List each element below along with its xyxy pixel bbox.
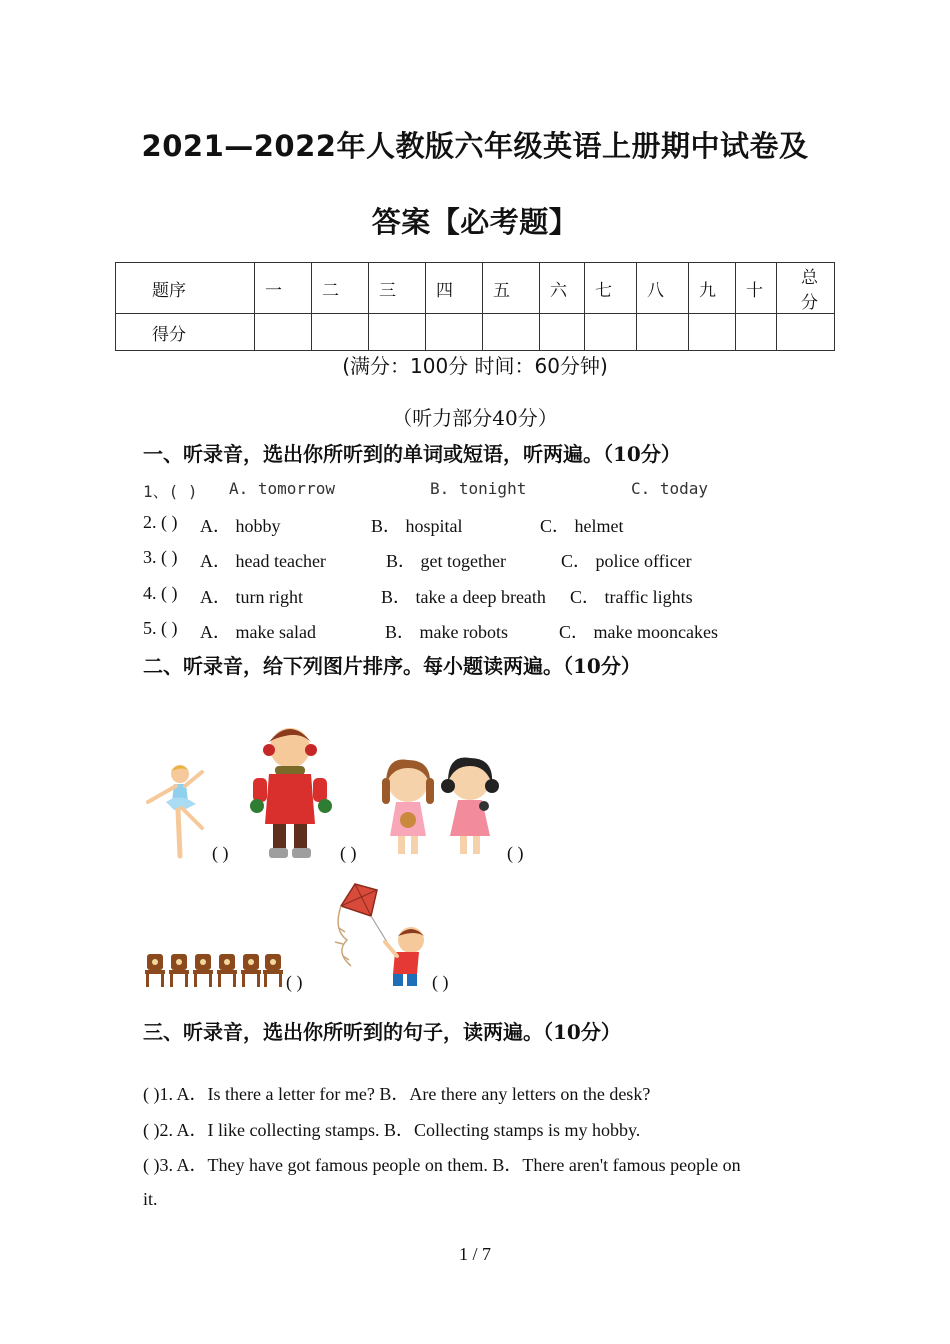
option-b[interactable]: B． take a deep breath bbox=[381, 587, 546, 607]
score-cell[interactable] bbox=[312, 314, 369, 351]
option-a[interactable]: A． hobby bbox=[200, 516, 281, 536]
score-cell[interactable] bbox=[637, 314, 689, 351]
option-c[interactable]: C. today bbox=[631, 479, 709, 498]
table-cell: 一 bbox=[255, 263, 312, 314]
table-cell: 八 bbox=[637, 263, 689, 314]
title-line-2: 答案【必考题】 bbox=[371, 205, 579, 239]
option-a[interactable]: A． make salad bbox=[200, 622, 316, 642]
question-number: 4. ( ) bbox=[143, 583, 178, 603]
answer-blank[interactable]: ( ) bbox=[340, 843, 357, 863]
option-b[interactable]: B． make robots bbox=[385, 622, 508, 642]
option-a[interactable]: A． turn right bbox=[200, 587, 303, 607]
table-cell: 九 bbox=[689, 263, 736, 314]
option-b[interactable]: B． hospital bbox=[371, 516, 463, 536]
score-cell[interactable] bbox=[736, 314, 777, 351]
score-cell[interactable] bbox=[255, 314, 312, 351]
section1-heading: 一、听录音，选出你所听到的单词或短语，听两遍。（10分） bbox=[143, 442, 681, 466]
option-c[interactable]: C． make mooncakes bbox=[559, 622, 718, 642]
option-c[interactable]: C． helmet bbox=[540, 516, 624, 536]
score-cell[interactable] bbox=[426, 314, 483, 351]
score-table-header-row bbox=[116, 263, 835, 314]
table-cell: 七 bbox=[585, 263, 637, 314]
title-line-1: 2021—2022年人教版六年级英语上册期中试卷及 bbox=[141, 129, 809, 163]
sentence-question[interactable]: ( )2. A．I like collecting stamps. B．Collecting stamps is my hobby. bbox=[143, 1120, 641, 1140]
table-cell: 十 bbox=[736, 263, 777, 314]
section2-heading: 二、听录音，给下列图片排序。每小题读两遍。（10分） bbox=[143, 654, 641, 678]
score-cell[interactable] bbox=[689, 314, 736, 351]
table-cell: 四 bbox=[426, 263, 483, 314]
table-cell: 得分 bbox=[116, 314, 255, 351]
answer-blank[interactable]: ( ) bbox=[212, 843, 229, 863]
winter-boy-illustration bbox=[245, 720, 335, 860]
sentence-continuation: it. bbox=[143, 1189, 158, 1209]
table-cell: 二 bbox=[312, 263, 369, 314]
option-b[interactable]: B. tonight bbox=[430, 479, 527, 498]
section3-heading: 三、听录音，选出你所听到的句子，读两遍。（10分） bbox=[143, 1020, 621, 1044]
answer-blank[interactable]: ( ) bbox=[432, 972, 449, 992]
answer-blank[interactable]: ( ) bbox=[286, 972, 303, 992]
listening-part-label: （听力部分40分） bbox=[392, 406, 558, 430]
score-table-score-row bbox=[116, 314, 835, 351]
score-cell[interactable] bbox=[540, 314, 585, 351]
option-a[interactable]: A. tomorrow bbox=[229, 479, 335, 498]
page-number: 1 / 7 bbox=[458, 1244, 491, 1264]
exam-info: (满分：100分 时间：60分钟) bbox=[342, 354, 608, 378]
score-table bbox=[115, 262, 835, 351]
question-number: 3. ( ) bbox=[143, 547, 178, 567]
sentence-question[interactable]: ( )3. A．They have got famous people on them. B．There aren't famous people on bbox=[143, 1155, 741, 1175]
table-cell: 六 bbox=[540, 263, 585, 314]
sentence-question[interactable]: ( )1. A．Is there a letter for me? B．Are there any letters on the desk? bbox=[143, 1084, 651, 1104]
score-cell[interactable] bbox=[585, 314, 637, 351]
option-b[interactable]: B． get together bbox=[386, 551, 506, 571]
score-cell[interactable] bbox=[777, 314, 835, 351]
singing-girls-illustration bbox=[374, 756, 504, 858]
score-cell[interactable] bbox=[483, 314, 540, 351]
table-cell: 总分 bbox=[777, 263, 835, 314]
option-a[interactable]: A． head teacher bbox=[200, 551, 326, 571]
question-number: 5. ( ) bbox=[143, 618, 178, 638]
kite-boy-illustration bbox=[325, 880, 430, 990]
question-number: 1、( ) bbox=[143, 482, 198, 501]
ballerina-illustration bbox=[140, 762, 210, 860]
option-c[interactable]: C． traffic lights bbox=[570, 587, 693, 607]
option-c[interactable]: C． police officer bbox=[561, 551, 692, 571]
table-cell: 五 bbox=[483, 263, 540, 314]
table-cell: 题序 bbox=[116, 263, 255, 314]
answer-blank[interactable]: ( ) bbox=[507, 843, 524, 863]
question-number: 2. ( ) bbox=[143, 512, 178, 532]
score-cell[interactable] bbox=[369, 314, 426, 351]
table-cell: 三 bbox=[369, 263, 426, 314]
chairs-illustration bbox=[143, 954, 285, 988]
